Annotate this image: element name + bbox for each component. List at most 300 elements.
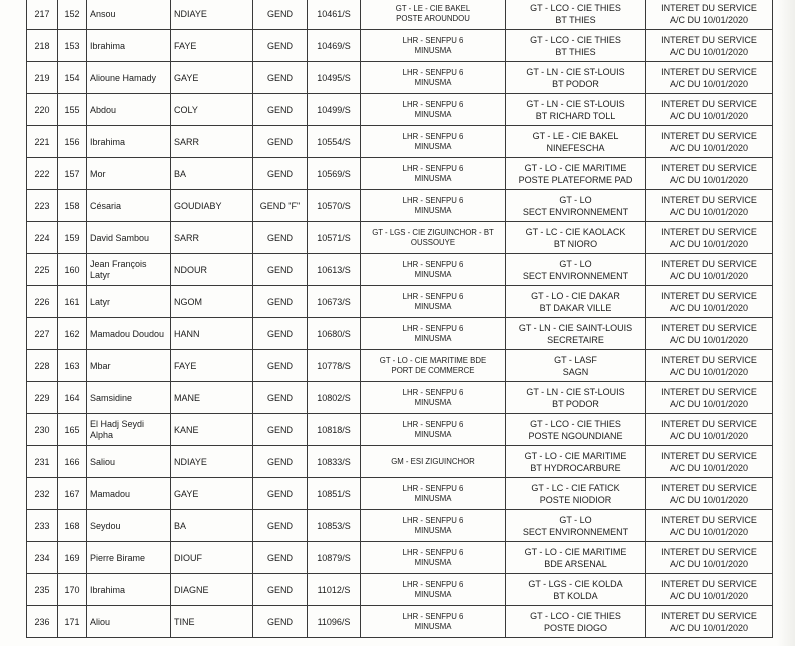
reason-cell xyxy=(646,30,773,62)
order-number-cell: 228 xyxy=(27,350,58,382)
order-number-cell: 232 xyxy=(27,478,58,510)
origin-unit-line: LHR - SENFPU 6 xyxy=(402,99,464,109)
origin-unit-line: MINUSMA xyxy=(414,429,452,439)
origin-unit-line: LHR - SENFPU 6 xyxy=(402,419,464,429)
last-name-cell: TINE xyxy=(171,606,253,638)
first-name-cell: Césaria xyxy=(87,190,171,222)
sub-number-cell: 164 xyxy=(58,382,87,414)
rank-cell: GEND xyxy=(253,158,308,190)
destination-unit-cell xyxy=(506,254,646,286)
order-number-cell: 229 xyxy=(27,382,58,414)
origin-unit-line: LHR - SENFPU 6 xyxy=(402,291,464,301)
destination-unit-line: GT - LO xyxy=(559,514,592,525)
last-name-cell: DIOUF xyxy=(171,542,253,574)
table-row xyxy=(27,158,773,190)
destination-unit-line: SAGN xyxy=(562,366,589,377)
registration-number-cell: 10495/S xyxy=(308,62,361,94)
reason-cell xyxy=(646,446,773,478)
destination-unit-cell xyxy=(506,542,646,574)
destination-unit-line: POSTE NIODIOR xyxy=(539,494,612,505)
table-row xyxy=(27,190,773,222)
origin-unit-line: MINUSMA xyxy=(414,205,452,215)
origin-unit-line: LHR - SENFPU 6 xyxy=(402,35,464,45)
origin-unit-line: MINUSMA xyxy=(414,109,452,119)
origin-unit-line: LHR - SENFPU 6 xyxy=(402,323,464,333)
origin-unit-cell xyxy=(361,414,506,446)
page-edge-shadow xyxy=(777,0,795,646)
destination-unit-line: BT PODOR xyxy=(552,398,599,409)
reason-cell xyxy=(646,254,773,286)
origin-unit-line: MINUSMA xyxy=(414,301,452,311)
reason-line: INTERET DU SERVICE xyxy=(661,162,757,173)
order-number-cell: 234 xyxy=(27,542,58,574)
sub-number-cell: 170 xyxy=(58,574,87,606)
origin-unit-line: LHR - SENFPU 6 xyxy=(402,611,464,621)
table-row xyxy=(27,62,773,94)
sub-number-cell: 157 xyxy=(58,158,87,190)
reason-line: INTERET DU SERVICE xyxy=(661,578,757,589)
destination-unit-cell xyxy=(506,574,646,606)
destination-unit-cell xyxy=(506,318,646,350)
table-row xyxy=(27,446,773,478)
table-row xyxy=(27,382,773,414)
rank-cell: GEND xyxy=(253,30,308,62)
destination-unit-cell xyxy=(506,30,646,62)
origin-unit-line: MINUSMA xyxy=(414,493,452,503)
last-name-cell: COLY xyxy=(171,94,253,126)
last-name-cell: HANN xyxy=(171,318,253,350)
order-number-cell: 219 xyxy=(27,62,58,94)
registration-number-cell: 10673/S xyxy=(308,286,361,318)
reason-cell xyxy=(646,350,773,382)
order-number-cell: 221 xyxy=(27,126,58,158)
sub-number-cell: 162 xyxy=(58,318,87,350)
last-name-cell: BA xyxy=(171,158,253,190)
sub-number-cell: 158 xyxy=(58,190,87,222)
origin-unit-line: MINUSMA xyxy=(414,333,452,343)
reason-line: INTERET DU SERVICE xyxy=(661,226,757,237)
first-name-cell: Ansou xyxy=(87,0,171,30)
first-name-cell: El Hadj Seydi Alpha xyxy=(87,414,171,446)
rank-cell: GEND xyxy=(253,62,308,94)
origin-unit-cell xyxy=(361,318,506,350)
reason-cell xyxy=(646,606,773,638)
destination-unit-line: SECRETAIRE xyxy=(547,334,604,345)
last-name-cell: BA xyxy=(171,510,253,542)
origin-unit-line: LHR - SENFPU 6 xyxy=(402,483,464,493)
transfer-table xyxy=(26,0,773,638)
destination-unit-line: GT - LGS - CIE KOLDA xyxy=(528,578,623,589)
rank-cell: GEND "F" xyxy=(253,190,308,222)
table-row xyxy=(27,318,773,350)
order-number-cell: 230 xyxy=(27,414,58,446)
table-row xyxy=(27,542,773,574)
destination-unit-line: POSTE DIOGO xyxy=(543,622,607,633)
reason-line: INTERET DU SERVICE xyxy=(661,418,757,429)
rank-cell: GEND xyxy=(253,542,308,574)
sub-number-cell: 166 xyxy=(58,446,87,478)
rank-cell: GEND xyxy=(253,382,308,414)
origin-unit-cell xyxy=(361,254,506,286)
origin-unit-cell xyxy=(361,158,506,190)
order-number-cell: 220 xyxy=(27,94,58,126)
destination-unit-line: GT - LCO - CIE THIES xyxy=(530,610,621,621)
destination-unit-cell xyxy=(506,414,646,446)
origin-unit-cell xyxy=(361,94,506,126)
origin-unit-cell xyxy=(361,478,506,510)
origin-unit-cell xyxy=(361,30,506,62)
destination-unit-cell xyxy=(506,286,646,318)
origin-unit-line: LHR - SENFPU 6 xyxy=(402,515,464,525)
registration-number-cell: 10499/S xyxy=(308,94,361,126)
sub-number-cell: 169 xyxy=(58,542,87,574)
destination-unit-line: GT - LN - CIE ST-LOUIS xyxy=(526,66,625,77)
first-name-cell: Alioune Hamady xyxy=(87,62,171,94)
destination-unit-line: GT - LO xyxy=(559,258,592,269)
destination-unit-cell xyxy=(506,478,646,510)
origin-unit-cell xyxy=(361,574,506,606)
order-number-cell: 233 xyxy=(27,510,58,542)
sub-number-cell: 163 xyxy=(58,350,87,382)
order-number-cell: 222 xyxy=(27,158,58,190)
first-name-cell: Aliou xyxy=(87,606,171,638)
origin-unit-line: LHR - SENFPU 6 xyxy=(402,67,464,77)
reason-line: INTERET DU SERVICE xyxy=(661,514,757,525)
origin-unit-line: LHR - SENFPU 6 xyxy=(402,547,464,557)
origin-unit-line: MINUSMA xyxy=(414,45,452,55)
origin-unit-line: MINUSMA xyxy=(414,621,452,631)
registration-number-cell: 10778/S xyxy=(308,350,361,382)
reason-cell xyxy=(646,62,773,94)
reason-line: A/C DU 10/01/2020 xyxy=(669,622,749,633)
destination-unit-line: GT - LO - CIE MARITIME xyxy=(524,546,627,557)
sub-number-cell: 165 xyxy=(58,414,87,446)
order-number-cell: 223 xyxy=(27,190,58,222)
reason-cell xyxy=(646,414,773,446)
sub-number-cell: 156 xyxy=(58,126,87,158)
destination-unit-line: POSTE PLATEFORME PAD xyxy=(518,174,633,185)
rank-cell: GEND xyxy=(253,254,308,286)
destination-unit-cell xyxy=(506,606,646,638)
destination-unit-cell xyxy=(506,446,646,478)
table-row xyxy=(27,350,773,382)
first-name-cell: Mamadou Doudou xyxy=(87,318,171,350)
first-name-cell: Mamadou xyxy=(87,478,171,510)
rank-cell: GEND xyxy=(253,510,308,542)
origin-unit-line: MINUSMA xyxy=(414,173,452,183)
last-name-cell: NDOUR xyxy=(171,254,253,286)
origin-unit-cell xyxy=(361,126,506,158)
destination-unit-cell xyxy=(506,382,646,414)
reason-line: A/C DU 10/01/2020 xyxy=(669,78,749,89)
rank-cell: GEND xyxy=(253,414,308,446)
last-name-cell: DIAGNE xyxy=(171,574,253,606)
rank-cell: GEND xyxy=(253,446,308,478)
destination-unit-line: GT - LN - CIE ST-LOUIS xyxy=(526,98,625,109)
order-number-cell: 231 xyxy=(27,446,58,478)
rank-cell: GEND xyxy=(253,478,308,510)
reason-line: A/C DU 10/01/2020 xyxy=(669,462,749,473)
destination-unit-line: SECT ENVIRONNEMENT xyxy=(522,206,629,217)
origin-unit-line: GT - LE - CIE BAKEL xyxy=(395,3,471,13)
sub-number-cell: 152 xyxy=(58,0,87,30)
origin-unit-line: MINUSMA xyxy=(414,397,452,407)
reason-line: INTERET DU SERVICE xyxy=(661,610,757,621)
origin-unit-line: MINUSMA xyxy=(414,141,452,151)
table-row xyxy=(27,222,773,254)
reason-line: A/C DU 10/01/2020 xyxy=(669,430,749,441)
destination-unit-line: GT - LCO - CIE THIES xyxy=(530,34,621,45)
reason-cell xyxy=(646,158,773,190)
origin-unit-line: MINUSMA xyxy=(414,557,452,567)
destination-unit-cell xyxy=(506,62,646,94)
first-name-cell: Latyr xyxy=(87,286,171,318)
last-name-cell: MANE xyxy=(171,382,253,414)
rank-cell: GEND xyxy=(253,222,308,254)
origin-unit-cell xyxy=(361,510,506,542)
reason-line: A/C DU 10/01/2020 xyxy=(669,526,749,537)
origin-unit-line: MINUSMA xyxy=(414,269,452,279)
registration-number-cell: 10570/S xyxy=(308,190,361,222)
rank-cell: GEND xyxy=(253,318,308,350)
sub-number-cell: 154 xyxy=(58,62,87,94)
reason-line: INTERET DU SERVICE xyxy=(661,290,757,301)
origin-unit-line: LHR - SENFPU 6 xyxy=(402,131,464,141)
reason-cell xyxy=(646,478,773,510)
origin-unit-cell xyxy=(361,606,506,638)
reason-cell xyxy=(646,286,773,318)
origin-unit-cell xyxy=(361,62,506,94)
table-row xyxy=(27,510,773,542)
first-name-cell: Jean François Latyr xyxy=(87,254,171,286)
reason-line: A/C DU 10/01/2020 xyxy=(669,206,749,217)
registration-number-cell: 10818/S xyxy=(308,414,361,446)
reason-cell xyxy=(646,190,773,222)
table-row xyxy=(27,30,773,62)
reason-line: A/C DU 10/01/2020 xyxy=(669,174,749,185)
origin-unit-line: OUSSOUYE xyxy=(410,237,456,247)
rank-cell: GEND xyxy=(253,606,308,638)
origin-unit-cell xyxy=(361,222,506,254)
table-row xyxy=(27,414,773,446)
rank-cell: GEND xyxy=(253,286,308,318)
destination-unit-line: GT - LASF xyxy=(554,354,597,365)
reason-cell xyxy=(646,382,773,414)
registration-number-cell: 10833/S xyxy=(308,446,361,478)
registration-number-cell: 10571/S xyxy=(308,222,361,254)
table-row xyxy=(27,286,773,318)
origin-unit-line: MINUSMA xyxy=(414,525,452,535)
last-name-cell: GOUDIABY xyxy=(171,190,253,222)
last-name-cell: NDIAYE xyxy=(171,0,253,30)
reason-line: INTERET DU SERVICE xyxy=(661,66,757,77)
origin-unit-line: LHR - SENFPU 6 xyxy=(402,387,464,397)
table-body xyxy=(27,0,773,638)
destination-unit-line: BDE ARSENAL xyxy=(544,558,607,569)
destination-unit-line: BT NIORO xyxy=(553,238,598,249)
reason-cell xyxy=(646,0,773,30)
first-name-cell: Seydou xyxy=(87,510,171,542)
destination-unit-line: SECT ENVIRONNEMENT xyxy=(522,526,629,537)
sub-number-cell: 155 xyxy=(58,94,87,126)
first-name-cell: Ibrahima xyxy=(87,126,171,158)
origin-unit-cell xyxy=(361,350,506,382)
rank-cell: GEND xyxy=(253,94,308,126)
destination-unit-cell xyxy=(506,222,646,254)
registration-number-cell: 11012/S xyxy=(308,574,361,606)
first-name-cell: Ibrahima xyxy=(87,30,171,62)
origin-unit-cell xyxy=(361,0,506,30)
registration-number-cell: 10613/S xyxy=(308,254,361,286)
last-name-cell: KANE xyxy=(171,414,253,446)
first-name-cell: Ibrahima xyxy=(87,574,171,606)
origin-unit-cell xyxy=(361,190,506,222)
destination-unit-line: GT - LN - CIE ST-LOUIS xyxy=(526,386,625,397)
reason-line: A/C DU 10/01/2020 xyxy=(669,238,749,249)
last-name-cell: SARR xyxy=(171,222,253,254)
last-name-cell: NDIAYE xyxy=(171,446,253,478)
reason-line: A/C DU 10/01/2020 xyxy=(669,366,749,377)
destination-unit-cell xyxy=(506,158,646,190)
destination-unit-line: NINEFESCHA xyxy=(546,142,605,153)
reason-line: A/C DU 10/01/2020 xyxy=(669,270,749,281)
order-number-cell: 226 xyxy=(27,286,58,318)
reason-line: A/C DU 10/01/2020 xyxy=(669,142,749,153)
reason-cell xyxy=(646,94,773,126)
reason-line: INTERET DU SERVICE xyxy=(661,450,757,461)
destination-unit-line: GT - LO - CIE MARITIME xyxy=(524,450,627,461)
registration-number-cell: 11096/S xyxy=(308,606,361,638)
last-name-cell: FAYE xyxy=(171,350,253,382)
destination-unit-line: POSTE NGOUNDIANE xyxy=(528,430,623,441)
registration-number-cell: 10802/S xyxy=(308,382,361,414)
origin-unit-cell xyxy=(361,542,506,574)
reason-line: INTERET DU SERVICE xyxy=(661,34,757,45)
rank-cell: GEND xyxy=(253,0,308,30)
reason-line: A/C DU 10/01/2020 xyxy=(669,110,749,121)
sub-number-cell: 168 xyxy=(58,510,87,542)
origin-unit-line: LHR - SENFPU 6 xyxy=(402,163,464,173)
order-number-cell: 236 xyxy=(27,606,58,638)
origin-unit-line: LHR - SENFPU 6 xyxy=(402,579,464,589)
destination-unit-line: GT - LO xyxy=(559,194,592,205)
destination-unit-line: SECT ENVIRONNEMENT xyxy=(522,270,629,281)
reason-line: INTERET DU SERVICE xyxy=(661,130,757,141)
order-number-cell: 217 xyxy=(27,0,58,30)
destination-unit-line: BT THIES xyxy=(555,14,596,25)
last-name-cell: NGOM xyxy=(171,286,253,318)
reason-line: A/C DU 10/01/2020 xyxy=(669,558,749,569)
first-name-cell: Mor xyxy=(87,158,171,190)
table-row xyxy=(27,254,773,286)
destination-unit-line: GT - LC - CIE KAOLACK xyxy=(525,226,626,237)
destination-unit-cell xyxy=(506,190,646,222)
destination-unit-line: BT RICHARD TOLL xyxy=(535,110,616,121)
registration-number-cell: 10879/S xyxy=(308,542,361,574)
reason-line: INTERET DU SERVICE xyxy=(661,194,757,205)
origin-unit-line: LHR - SENFPU 6 xyxy=(402,259,464,269)
sub-number-cell: 167 xyxy=(58,478,87,510)
reason-line: INTERET DU SERVICE xyxy=(661,258,757,269)
origin-unit-cell xyxy=(361,446,506,478)
order-number-cell: 224 xyxy=(27,222,58,254)
reason-line: A/C DU 10/01/2020 xyxy=(669,398,749,409)
reason-line: INTERET DU SERVICE xyxy=(661,98,757,109)
sub-number-cell: 171 xyxy=(58,606,87,638)
rank-cell: GEND xyxy=(253,350,308,382)
destination-unit-line: BT KOLDA xyxy=(553,590,598,601)
destination-unit-line: GT - LO - CIE MARITIME xyxy=(524,162,627,173)
origin-unit-cell xyxy=(361,286,506,318)
destination-unit-line: GT - LE - CIE BAKEL xyxy=(532,130,619,141)
first-name-cell: Abdou xyxy=(87,94,171,126)
origin-unit-line: GT - LGS - CIE ZIGUINCHOR - BT xyxy=(372,227,494,237)
reason-line: INTERET DU SERVICE xyxy=(661,2,757,13)
table-row xyxy=(27,0,773,30)
registration-number-cell: 10569/S xyxy=(308,158,361,190)
reason-line: A/C DU 10/01/2020 xyxy=(669,14,749,25)
destination-unit-line: GT - LC - CIE FATICK xyxy=(531,482,620,493)
first-name-cell: Mbar xyxy=(87,350,171,382)
origin-unit-line: PORT DE COMMERCE xyxy=(391,365,475,375)
reason-cell xyxy=(646,510,773,542)
registration-number-cell: 10469/S xyxy=(308,30,361,62)
reason-cell xyxy=(646,126,773,158)
first-name-cell: Pierre Birame xyxy=(87,542,171,574)
reason-cell xyxy=(646,574,773,606)
sub-number-cell: 160 xyxy=(58,254,87,286)
reason-cell xyxy=(646,542,773,574)
destination-unit-line: GT - LO - CIE DAKAR xyxy=(531,290,620,301)
reason-line: INTERET DU SERVICE xyxy=(661,322,757,333)
reason-line: A/C DU 10/01/2020 xyxy=(669,494,749,505)
first-name-cell: Samsidine xyxy=(87,382,171,414)
reason-line: INTERET DU SERVICE xyxy=(661,354,757,365)
origin-unit-line: GT - LO - CIE MARITIME BDE xyxy=(379,355,487,365)
destination-unit-line: BT DAKAR VILLE xyxy=(539,302,612,313)
origin-unit-line: LHR - SENFPU 6 xyxy=(402,195,464,205)
reason-line: A/C DU 10/01/2020 xyxy=(669,302,749,313)
registration-number-cell: 10680/S xyxy=(308,318,361,350)
reason-cell xyxy=(646,222,773,254)
rank-cell: GEND xyxy=(253,126,308,158)
destination-unit-cell xyxy=(506,126,646,158)
table-row xyxy=(27,478,773,510)
reason-line: A/C DU 10/01/2020 xyxy=(669,46,749,57)
origin-unit-line: MINUSMA xyxy=(414,77,452,87)
destination-unit-line: BT PODOR xyxy=(552,78,599,89)
sub-number-cell: 159 xyxy=(58,222,87,254)
destination-unit-cell xyxy=(506,350,646,382)
first-name-cell: Saliou xyxy=(87,446,171,478)
table-row xyxy=(27,574,773,606)
last-name-cell: FAYE xyxy=(171,30,253,62)
destination-unit-line: GT - LN - CIE SAINT-LOUIS xyxy=(518,322,633,333)
origin-unit-line: POSTE AROUNDOU xyxy=(396,13,470,23)
order-number-cell: 218 xyxy=(27,30,58,62)
last-name-cell: SARR xyxy=(171,126,253,158)
order-number-cell: 225 xyxy=(27,254,58,286)
sub-number-cell: 161 xyxy=(58,286,87,318)
origin-unit-line: GM - ESI ZIGUINCHOR xyxy=(391,456,475,466)
table-row xyxy=(27,606,773,638)
table-row xyxy=(27,126,773,158)
order-number-cell: 235 xyxy=(27,574,58,606)
destination-unit-cell xyxy=(506,0,646,30)
last-name-cell: GAYE xyxy=(171,62,253,94)
order-number-cell: 227 xyxy=(27,318,58,350)
table-row xyxy=(27,94,773,126)
